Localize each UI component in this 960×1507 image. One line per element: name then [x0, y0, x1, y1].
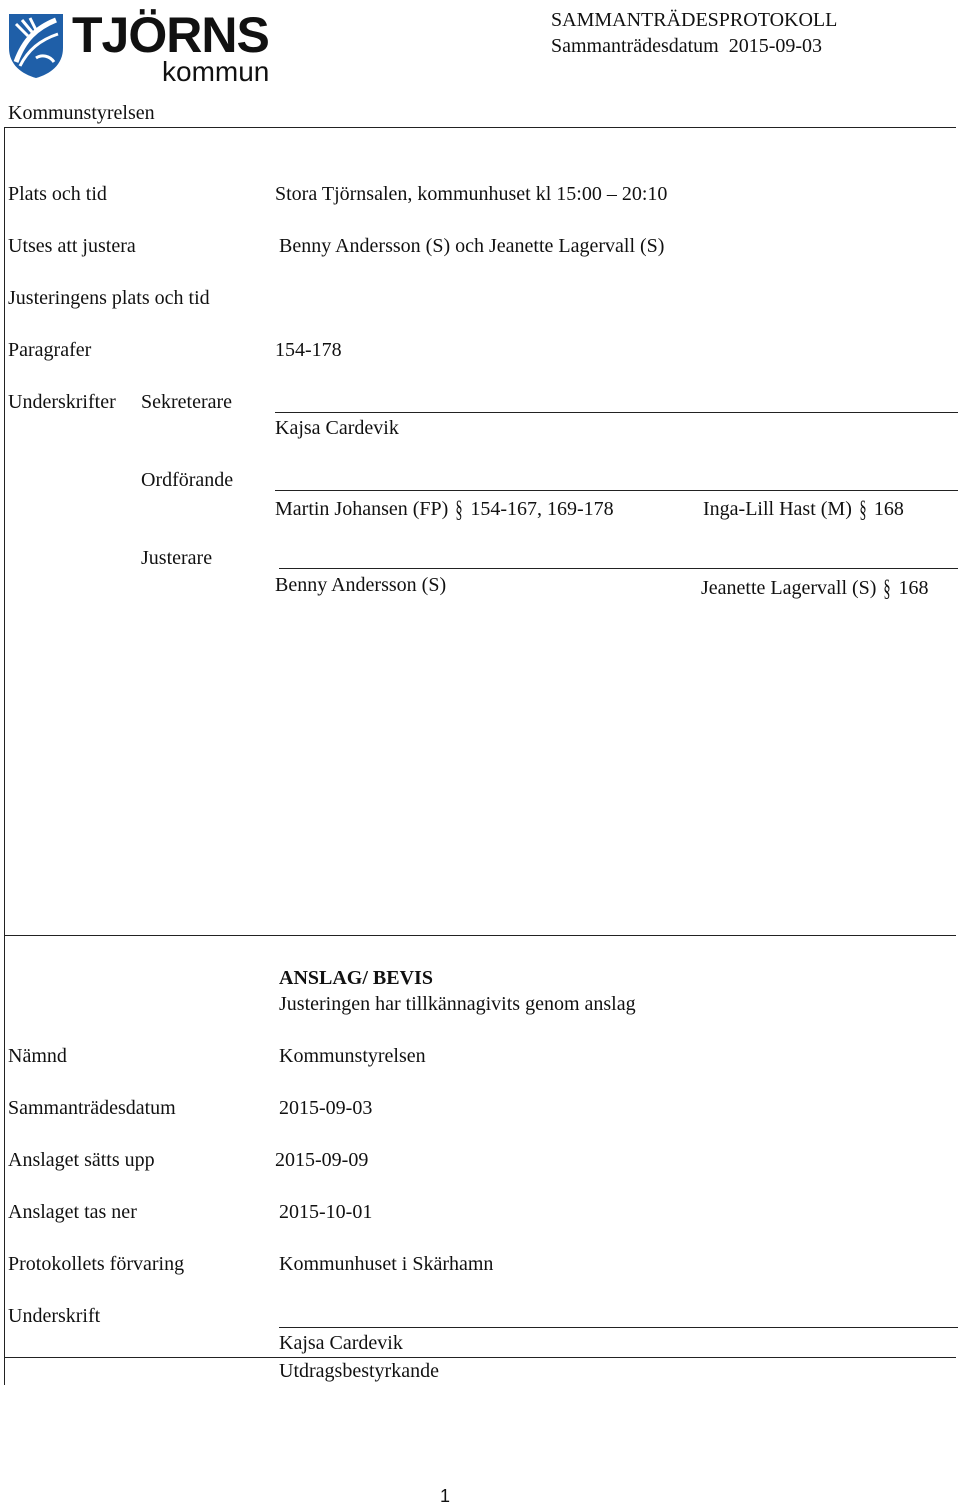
chair-signature-line: [275, 490, 958, 491]
chair-2-person: Inga-Lill Hast (M): [703, 498, 852, 520]
logo-sub: kommun: [162, 56, 270, 87]
storage-value: Kommunhuset i Skärhamn: [279, 1253, 494, 1275]
posted-label: Anslaget sätts upp: [8, 1149, 155, 1171]
paragraphs-value: 154-178: [275, 339, 342, 361]
frame-left: [4, 127, 5, 935]
adjuster-2-name: [701, 575, 929, 602]
signature-role: Utdragsbestyrkande: [279, 1360, 439, 1382]
notice-frame-left: [4, 935, 5, 1385]
posted-value: 2015-09-09: [275, 1149, 369, 1171]
chair-2-name: [703, 496, 904, 523]
adjuster-label: Justerare: [141, 547, 213, 569]
adjust-place-label: Justeringens plats och tid: [8, 287, 210, 309]
notice-bottom: [4, 1357, 956, 1358]
storage-label: Protokollets förvaring: [8, 1253, 185, 1275]
removed-value: 2015-10-01: [279, 1201, 373, 1223]
notice-subheading: Justeringen har tillkännagivits genom anslag: [279, 993, 636, 1015]
meeting-date-header: Sammanträdesdatum 2015-09-03: [551, 35, 823, 57]
removed-label: Anslaget tas ner: [8, 1201, 137, 1223]
adjuster-signature-line: [279, 568, 958, 569]
paragraphs-label: Paragrafer: [8, 339, 92, 361]
signatures-label: Underskrifter: [8, 391, 116, 413]
adjuster-2-person: Jeanette Lagervall (S): [701, 577, 877, 599]
adjust-value: Benny Andersson (S) och Jeanette Lagervall (S): [279, 235, 665, 257]
notice-divider: [4, 935, 956, 936]
notice-signature-line: [279, 1327, 958, 1328]
secretary-signature-line: [275, 412, 958, 413]
adjuster-2-paragraphs: 168: [898, 577, 929, 599]
secretary-label: Sekreterare: [141, 391, 233, 413]
document-title: SAMMANTRÄDESPROTOKOLL: [551, 9, 838, 31]
signature-label: Underskrift: [8, 1305, 101, 1327]
section-sign: §: [883, 576, 892, 602]
notice-date-label: Sammanträdesdatum: [8, 1097, 176, 1119]
chair-label: Ordförande: [141, 469, 234, 491]
section-sign: §: [455, 497, 463, 523]
logo-name: TJÖRNS: [72, 7, 269, 63]
header-divider: [4, 127, 956, 128]
board-value: Kommunstyrelsen: [279, 1045, 426, 1067]
section-sign: §: [859, 497, 867, 523]
place-value: Stora Tjörnsalen, kommunhuset kl 15:00 – 20:10: [275, 183, 668, 205]
notice-heading: ANSLAG/ BEVIS: [279, 967, 433, 989]
municipality-logo: [6, 7, 271, 87]
body-name: Kommunstyrelsen: [8, 102, 155, 124]
chair-1-person: Martin Johansen (FP): [275, 498, 449, 520]
page-number: 1: [440, 1486, 451, 1506]
board-label: Nämnd: [8, 1045, 67, 1067]
chair-1-paragraphs: 154-167, 169-178: [470, 498, 614, 520]
place-label: Plats och tid: [8, 183, 107, 205]
chair-1-name: [275, 496, 614, 523]
secretary-name: Kajsa Cardevik: [275, 417, 399, 439]
notice-date-value: 2015-09-03: [279, 1097, 373, 1119]
signature-name: Kajsa Cardevik: [279, 1332, 403, 1354]
adjuster-1-name: Benny Andersson (S): [275, 574, 447, 596]
adjust-label: Utses att justera: [8, 235, 136, 257]
chair-2-paragraphs: 168: [873, 498, 904, 520]
coat-of-arms-icon: [6, 10, 66, 80]
